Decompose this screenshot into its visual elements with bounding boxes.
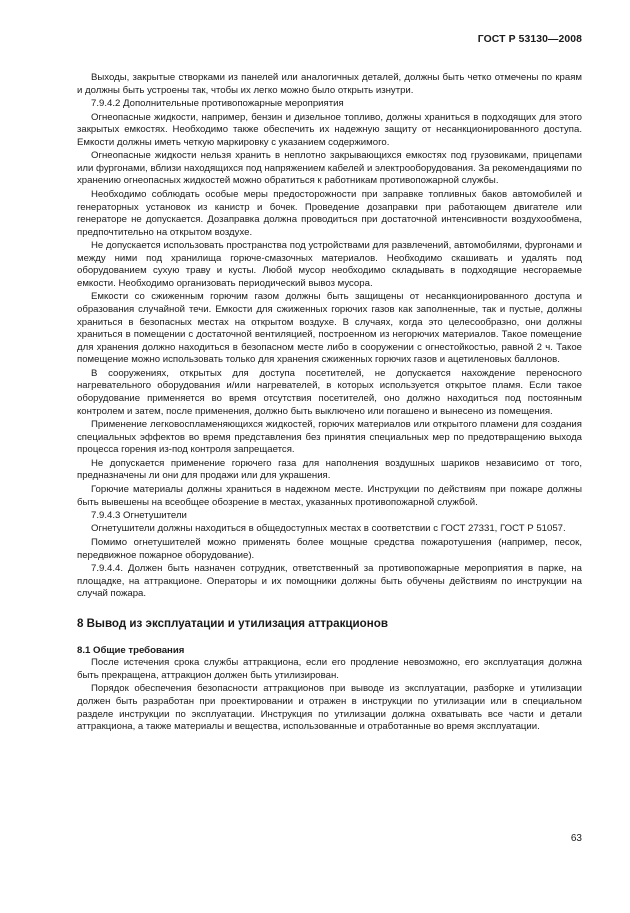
paragraph: 7.9.4.4. Должен быть назначен сотрудник, ответственный за противопожарные мероприятия в парке, на площадке, на аттракционе. Операторы и их помощники должны быть обучены действиям по инструкции на случай пожара.: [77, 563, 582, 600]
paragraph: Необходимо соблюдать особые меры предосторожности при заправке топливных баков автомобилей и генераторных установок из канистр и бочек. Проведение дозаправки при работающем двигателе или генераторе не допускается. Дозаправка должна проводиться при достаточной интенсивности воздухообмена, предпочтительно на открытом воздухе.: [77, 188, 582, 238]
paragraph: Порядок обеспечения безопасности аттракционов при выводе из эксплуатации, разборке и утилизации должен быть разработан при проектировании и отражен в инструкции по утилизации или в специальном разделе инструкции по эксплуатации. Инструкция по утилизации должна охватывать все части и детали аттракциона, а также материалы и вещества, использованные и отработанные во время эксплуатации.: [77, 683, 582, 733]
paragraph: Помимо огнетушителей можно применять более мощные средства пожаротушения (например, песок, передвижное пожарное оборудование).: [77, 536, 582, 561]
paragraph: Огнеопасные жидкости, например, бензин и дизельное топливо, должны храниться в подходящих для этого закрытых емкостях. Необходимо также обеспечить их надежную защиту от несанкционированного доступа. Емкости должны иметь четкую маркировку с указанием содержимого.: [77, 111, 582, 148]
section-title: 8 Вывод из эксплуатации и утилизация аттракционов: [77, 616, 388, 630]
paragraph: Огнетушители должны находиться в общедоступных местах в соответствии с ГОСТ 27331, ГОСТ Р 51057.: [91, 523, 566, 535]
paragraph: Не допускается использовать пространства под устройствами для развлечений, автомобилями, фургонами и между ними под хранилища горюче-смазочных материалов. Необходимо скашивать и удалять под оборудованием сухую траву и кусты. Любой мусор необходимо складывать в подходящие несгораемые емкости. Необходимо организовать периодический вывоз мусора.: [77, 240, 582, 289]
standard-header: ГОСТ Р 53130—2008: [477, 34, 582, 45]
paragraph: В сооружениях, открытых для доступа посетителей, не допускается нахождение переносного нагревательного оборудования и/или нагревателей, в которых используется открытое пламя. Если такое оборудование применяется во время отсутствия посетителей, оно должно находиться под постоянным контролем и затем, после применения, должно быть выключено или погашено и вынесено из помещения.: [77, 367, 582, 417]
page-content: [77, 72, 582, 735]
paragraph: Огнеопасные жидкости нельзя хранить в неплотно закрывающихся емкостях под грузовиками, прицепами или фургонами, вблизи находящихся под напряжением кабелей и электрооборудования. За рекомендациями по хранению огнеопасных жидкостей можно обратиться к работникам противопожарной службы.: [77, 150, 582, 187]
subsection-title: 8.1 Общие требования: [77, 644, 185, 656]
clause-heading: 7.9.4.2 Дополнительные противопожарные мероприятия: [91, 98, 344, 110]
paragraph: Не допускается применение горючего газа для наполнения воздушных шариков независимо от того, предназначены ли они для продажи или для украшения.: [77, 457, 582, 482]
clause-heading: 7.9.4.3 Огнетушители: [91, 509, 187, 521]
paragraph: Применение легковоспламеняющихся жидкостей, горючих материалов или открытого пламени для создания специальных эффектов во время представления без принятия специальных мер по предотвращению выхода процесса горения из-под контроля запрещается.: [77, 419, 582, 456]
paragraph: Емкости со сжиженным горючим газом должны быть защищены от несанкционированного доступа и образования случайной течи. Емкости для сжиженных горючих газов как заполненные, так и пустые, должны храниться в безопасных местах на открытом воздухе. В случаях, когда это целесообразно, они должны храниться в помещении с достаточной вентиляцией, построенном из негорючих материалов. Такое помещение для хранения должно находиться в безопасном месте либо в сооружении с огнестойкостью, равной 2 ч. Такое помещение можно использовать только для хранения сжиженных горючих газов и ацетиленовых баллонов.: [77, 291, 582, 366]
paragraph: Выходы, закрытые створками из панелей или аналогичных деталей, должны быть четко отмечены по краям и должны быть устроены так, чтобы их легко можно было открыть изнутри.: [77, 72, 582, 96]
paragraph: После истечения срока службы аттракциона, если его продление невозможно, его эксплуатация должна быть прекращена, аттракцион должен быть утилизирован.: [77, 657, 582, 681]
page-number: 63: [570, 833, 582, 844]
paragraph: Горючие материалы должны храниться в надежном месте. Инструкции по действиям при пожаре должны быть вывешены на всеобщее обозрение в местах, указанных противопожарной службой.: [77, 483, 582, 508]
